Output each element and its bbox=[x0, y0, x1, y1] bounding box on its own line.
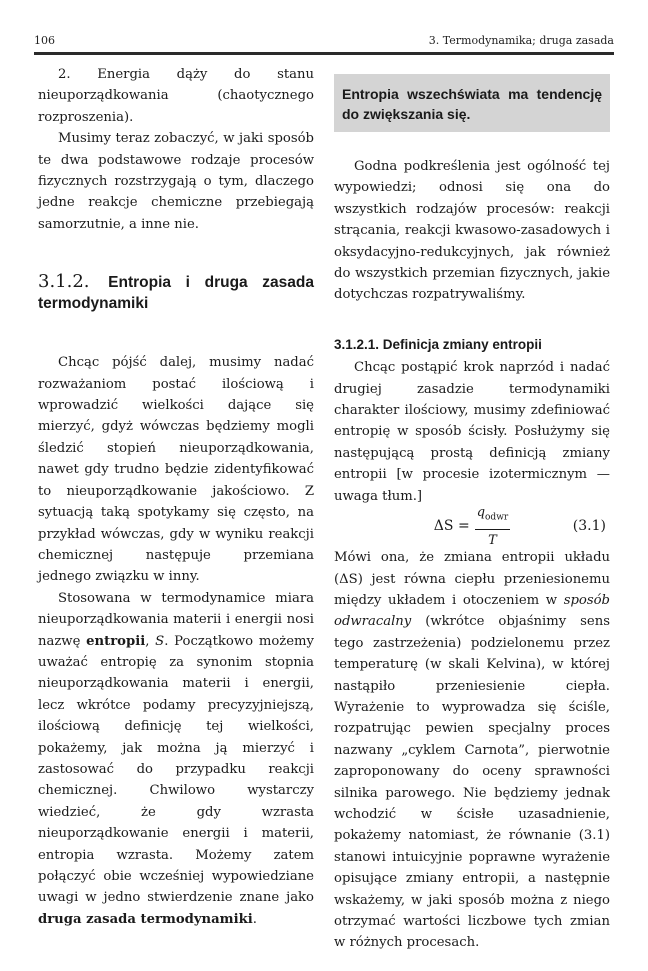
paragraph-explanation: Mówi ona, że zmiana entropii układu (ΔS) jest równa ciepłu przeniesionemu między układem i otoczeniem w sposób odwracalny (wkrótce objaśnimy sens tego zastrzeżenia) podzielonemu przez temperaturę (w skali Kelvina), w której nastąpiło przeniesienie ciepła. Wyrażenie to wyprowadza się ściśle, rozpatrując pewien specjalny proces nazwany „cyklem Carnota”, pierwotnie zaproponowany do oceny sprawności silnika parowego. Nie będziemy jednak wchodzić w ścisłe uzasadnienie, pokażemy natomiast, że równanie (3.1) stanowi intuicyjnie poprawne wyrażenie opisujące zmiany entropii, a następnie wskażemy, w jaki sposób można z niego otrzymać wartości liczbowe tych zmian w różnych procesach. bbox=[334, 550, 610, 951]
symbol-s: S bbox=[155, 633, 165, 649]
equation-numerator: $q_{odwr}$ bbox=[475, 502, 511, 530]
subsection-heading: 3.1.2.1. Definicja zmiany entropii bbox=[334, 336, 542, 352]
term-entropy: entropii bbox=[86, 633, 146, 649]
paragraph-quantitative: Chcąc pójść dalej, musimy nadać rozważaniom postać ilościową i wprowadzić wielkości dające się mierzyć, gdyż wówczas będziemy mogli śledzić stopień nieuporządkowania, nawet gdy trudno będzie zidentyfikować to nieuporządkowanie jakościowo. Z sytuacją taką spotykamy się często, na przykład wówczas, gdy w wyniku reakcji chemicznej następuje przemiana jednego związku w inny. bbox=[38, 355, 314, 585]
paragraph-generality: Godna podkreślenia jest ogólność tej wypowiedzi; odnosi się ona do wszystkich rodzajów procesów: reakcji strącania, reakcji kwasowo-zasadowych i oksydacyjno-redukcyjnych, jak również do wszystkich przemian fizycznych, jakie dotychczas rozpatrywaliśmy. bbox=[334, 159, 610, 303]
equation-3-1 bbox=[334, 505, 610, 549]
right-column bbox=[334, 64, 610, 954]
header-rule bbox=[34, 52, 614, 55]
term-reversible: sposób odwracalny bbox=[334, 592, 610, 630]
term-second-law: druga zasada termodynamiki bbox=[38, 911, 253, 927]
page-number: 106 bbox=[34, 34, 55, 47]
equation-fraction bbox=[475, 502, 511, 551]
equation-lhs: ΔS = bbox=[433, 518, 470, 535]
section-title: Entropia i druga zasada termodynamiki bbox=[38, 274, 314, 313]
chapter-title: 3. Termodynamika; druga zasada bbox=[428, 34, 614, 47]
equation-number: (3.1) bbox=[572, 518, 606, 535]
paragraph-entropy-definition: Stosowana w termodynamice miara nieuporządkowania materii i energii nosi nazwę entropii, S. Początkowo możemy uważać entropię za synonim stopnia nieuporządkowania materii i energii, lecz wkrótce podamy precyzyjniejszą, ilościową definicję tej wielkości, pokażemy, jak można ją mierzyć i zastosować do przypadku reakcji chemicznej. Chwilowo wystarczy wiedzieć, że gdy wzrasta nieuporządkowanie energii i materii, entropia wzrasta. Możemy zatem połączyć obie wcześniej wypowiedziane uwagi w jedno stwierdzenie znane jako druga zasada termodynamiki. bbox=[38, 590, 314, 927]
section-number: 3.1.2. bbox=[38, 271, 90, 293]
equation-denominator: T bbox=[488, 533, 497, 549]
second-law-callout: Entropia wszechświata ma tendencję do zwiększania się. bbox=[334, 74, 610, 132]
paragraph-intro: Musimy teraz zobaczyć, w jaki sposób te dwa podstawowe rodzaje procesów fizycznych rozstrzygają o tym, dlaczego jedne reakcje chemiczne przebiegają samorzutnie, a inne nie. bbox=[38, 131, 314, 232]
running-header bbox=[34, 34, 614, 50]
paragraph-energy-disorder: 2. Energia dąży do stanu nieuporządkowania (chaotycznego rozproszenia). bbox=[38, 67, 314, 125]
paragraph-definition-intro: Chcąc postąpić krok naprzód i nadać drugiej zasadzie termodynamiki charakter ilościowy, musimy zdefiniować entropię w sposób ścisły. Posłużymy się następującą prostą definicją zmiany entropii [w procesie izotermicznym — uwaga tłum.] bbox=[334, 360, 610, 504]
section-heading bbox=[38, 271, 314, 314]
left-column bbox=[38, 64, 314, 930]
